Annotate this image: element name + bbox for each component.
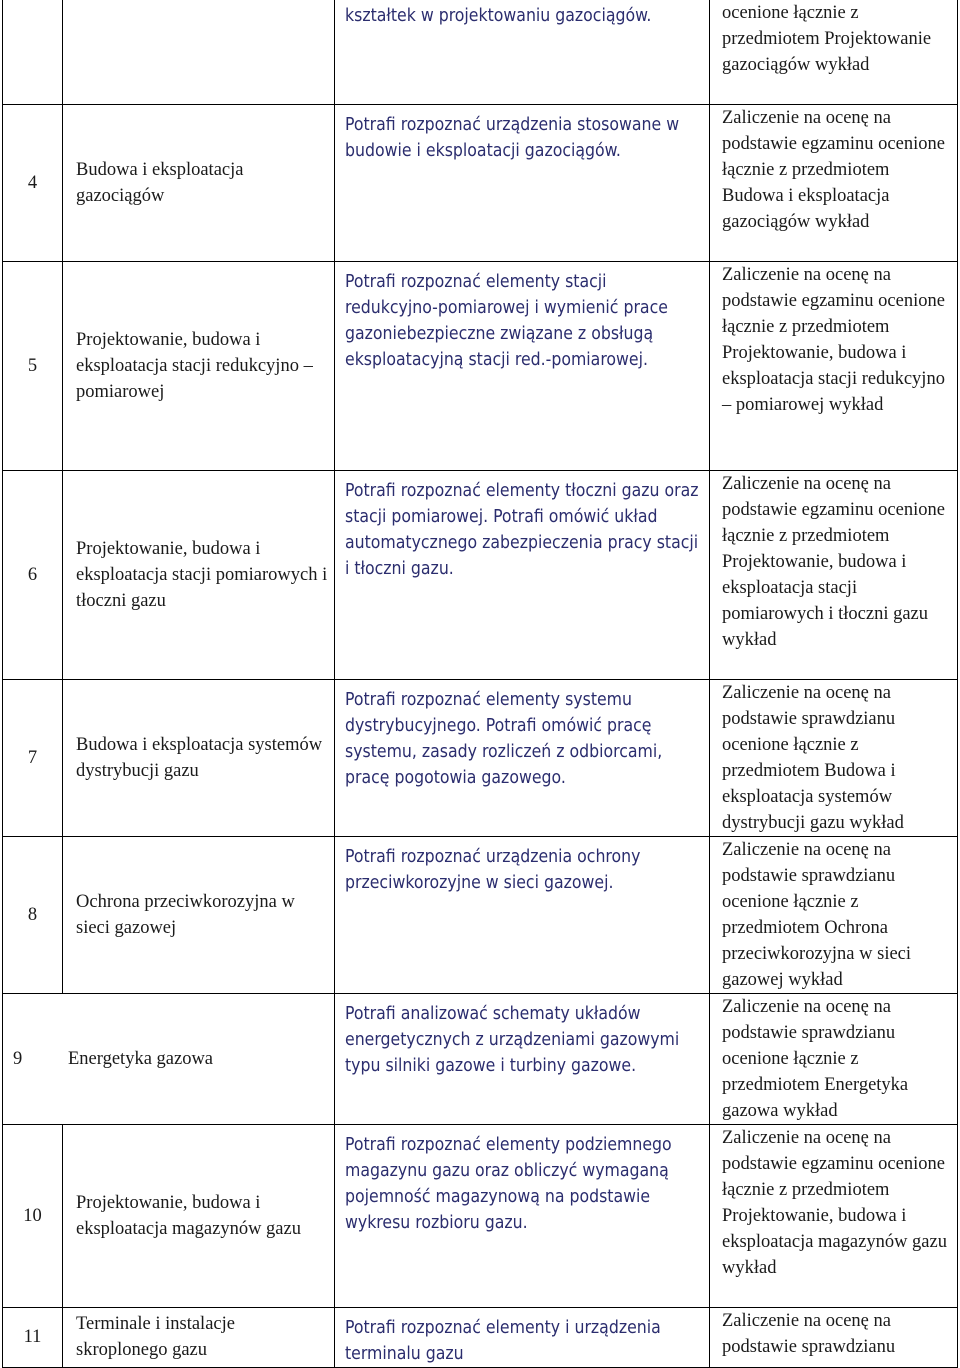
row-number: 9: [13, 1048, 23, 1069]
verify-text: Zaliczenie na ocenę na podstawie sprawdzianu ocenione łącznie z przedmiotem Budowa i eksploatacja systemów dystrybucji gazu wykład: [722, 682, 904, 833]
row-number-and-subject: [3, 993, 335, 1124]
effect-text: Potrafi rozpoznać elementy podziemnego magazynu gazu oraz obliczyć wymaganą pojemność magazynową na podstawie wykresu rozbioru gazu.: [345, 1134, 672, 1233]
verify-cell: [710, 261, 958, 470]
subject-title: Budowa i eksploatacja systemów dystrybucji gazu: [63, 679, 335, 836]
verify-text: Zaliczenie na ocenę na podstawie sprawdzianu ocenione łącznie z przedmiotem Ochrona przeciwkorozyjna w sieci gazowej wykład: [722, 839, 912, 990]
row-number: 10: [3, 1124, 63, 1307]
verify-text: ocenione łącznie z przedmiotem Projektowanie gazociągów wykład: [722, 3, 932, 75]
table-row: [3, 104, 958, 261]
row-number: 6: [3, 470, 63, 679]
verify-cell: [710, 679, 958, 836]
subject-cell: [63, 0, 335, 104]
verify-text: Zaliczenie na ocenę na podstawie egzaminu ocenione łącznie z przedmiotem Projektowanie, budowa i eksploatacja magazynów gazu wykład: [722, 1127, 947, 1278]
verify-text: Zaliczenie na ocenę na podstawie egzaminu ocenione łącznie z przedmiotem Projektowanie, budowa i eksploatacja stacji redukcyjno – pomiarowej wykład: [722, 264, 945, 415]
effect-text: kształtek w projektowaniu gazociągów.: [345, 6, 652, 26]
verify-cell: [710, 836, 958, 993]
effect-cell: [335, 1307, 710, 1367]
subject-title: Energetyka gazowa: [68, 1048, 214, 1069]
effect-cell: [335, 836, 710, 993]
effect-cell: [335, 261, 710, 470]
effect-text: Potrafi rozpoznać elementy stacji redukcyjno-pomiarowej i wymienić prace gazoniebezpieczne związane z obsługą eksploatacyjną stacji red.-pomiarowej.: [345, 271, 668, 370]
row-number: 8: [3, 836, 63, 993]
verify-text: Zaliczenie na ocenę na podstawie sprawdzianu: [722, 1310, 896, 1357]
table-row: [3, 1307, 958, 1367]
table-row: [3, 470, 958, 679]
subject-title: Terminale i instalacje skroplonego gazu: [63, 1307, 335, 1367]
verify-cell: [710, 104, 958, 261]
table-row: [3, 836, 958, 993]
effect-text: Potrafi rozpoznać urządzenia stosowane w budowie i eksploatacji gazociągów.: [345, 114, 680, 161]
effect-text: Potrafi rozpoznać elementy i urządzenia terminalu gazu: [345, 1317, 661, 1364]
verify-text: Zaliczenie na ocenę na podstawie sprawdzianu ocenione łącznie z przedmiotem Energetyka gazowa wykład: [722, 996, 909, 1121]
verify-cell: [710, 470, 958, 679]
row-number: 5: [3, 261, 63, 470]
effect-cell: [335, 0, 710, 104]
effect-cell: [335, 993, 710, 1124]
effect-text: Potrafi rozpoznać urządzenia ochrony przeciwkorozyjne w sieci gazowej.: [345, 846, 641, 893]
verify-cell: [710, 0, 958, 104]
learning-outcomes-table: [2, 0, 958, 1368]
verify-text: Zaliczenie na ocenę na podstawie egzaminu ocenione łącznie z przedmiotem Projektowanie, budowa i eksploatacja stacji pomiarowych i tłoczni gazu wykład: [722, 473, 945, 650]
verify-cell: [710, 1124, 958, 1307]
effect-text: Potrafi analizować schematy układów energetycznych z urządzeniami gazowymi typu silniki gazowe i turbiny gazowe.: [345, 1003, 680, 1076]
table-row: [3, 1124, 958, 1307]
row-number: 7: [3, 679, 63, 836]
effect-text: Potrafi rozpoznać elementy systemu dystrybucyjnego. Potrafi omówić pracę systemu, zasady rozliczeń z odbiorcami, pracę pogotowia gazowego.: [345, 689, 663, 788]
row-number-cell: [3, 0, 63, 104]
table-row: [3, 993, 958, 1124]
row-number: 4: [3, 104, 63, 261]
table-row: [3, 679, 958, 836]
subject-title: Projektowanie, budowa i eksploatacja stacji redukcyjno – pomiarowej: [63, 261, 335, 470]
subject-title: Projektowanie, budowa i eksploatacja magazynów gazu: [63, 1124, 335, 1307]
verify-text: Zaliczenie na ocenę na podstawie egzaminu ocenione łącznie z przedmiotem Budowa i eksploatacja gazociągów wykład: [722, 107, 945, 232]
subject-title: Ochrona przeciwkorozyjna w sieci gazowej: [63, 836, 335, 993]
row-number: 11: [3, 1307, 63, 1367]
table-row: [3, 261, 958, 470]
subject-title: Budowa i eksploatacja gazociągów: [63, 104, 335, 261]
table-row-continuation: [3, 0, 958, 104]
effect-text: Potrafi rozpoznać elementy tłoczni gazu oraz stacji pomiarowej. Potrafi omówić układ automatycznego zabezpieczenia pracy stacji i tłoczni gazu.: [345, 480, 699, 579]
effect-cell: [335, 679, 710, 836]
effect-cell: [335, 470, 710, 679]
verify-cell: [710, 993, 958, 1124]
effect-cell: [335, 104, 710, 261]
subject-title: Projektowanie, budowa i eksploatacja stacji pomiarowych i tłoczni gazu: [63, 470, 335, 679]
effect-cell: [335, 1124, 710, 1307]
verify-cell: [710, 1307, 958, 1367]
